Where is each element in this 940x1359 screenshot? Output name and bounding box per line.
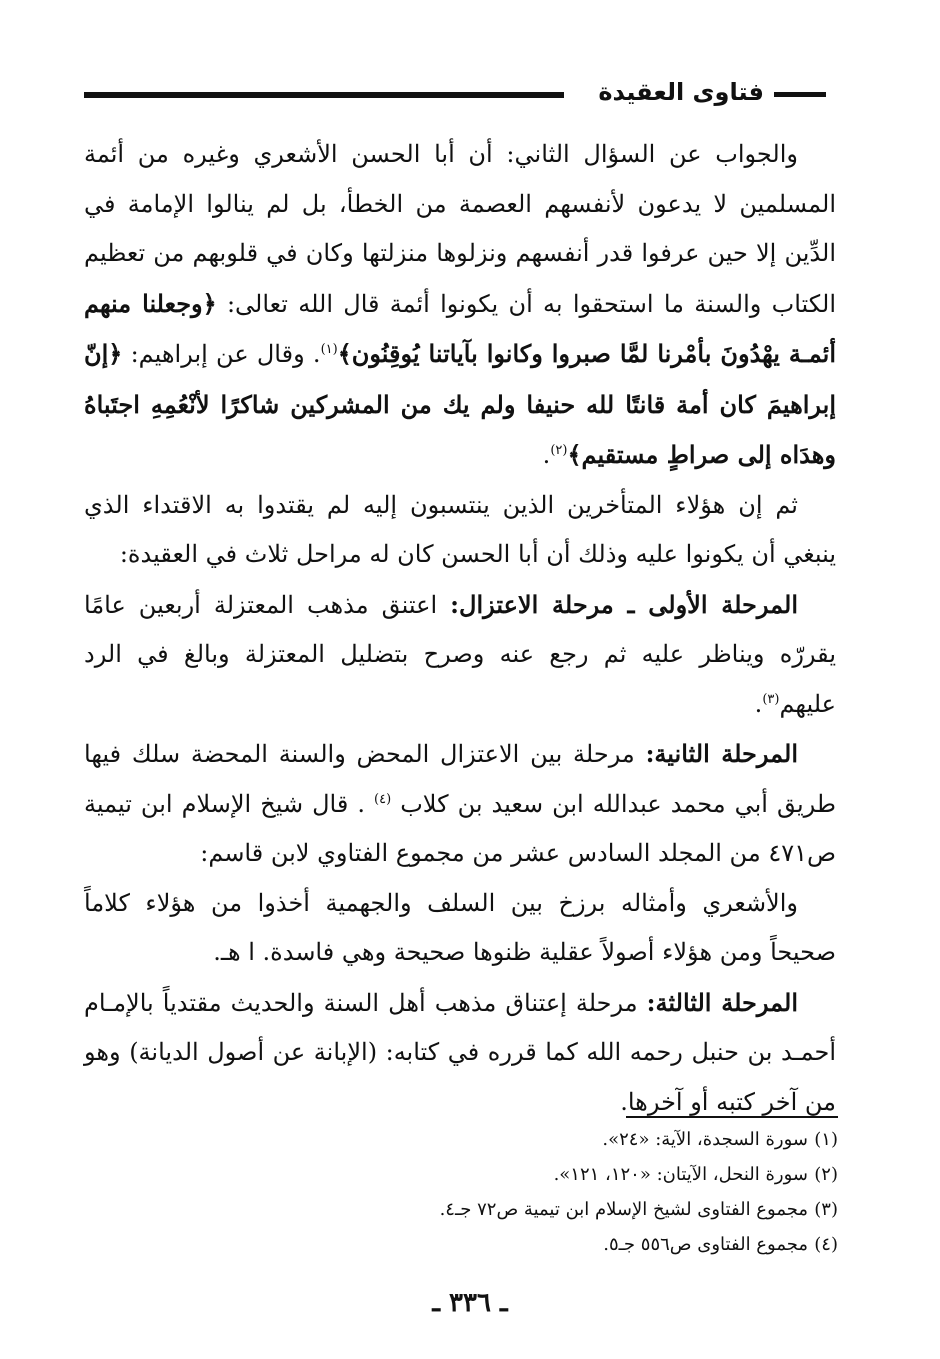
paragraph-text: . وقال عن إبراهيم: — [122, 340, 321, 368]
page-number: ـ ٣٣٦ ـ — [432, 1288, 508, 1318]
footnote-number: (١) — [814, 1129, 838, 1150]
header-rule-short — [774, 92, 826, 97]
footnote-text: مجموع الفتاوى ص٥٥٦ جـ٥. — [603, 1234, 808, 1255]
quran-verse: ﴿إنّ إبراهيمَ كان أمة قانتًا لله حنيفا ولم يك من المشركين شاكرًا لأنْعُمِهِ اجتَباهُ وهدَاه إلى صراطٍ مستقيم﴾ — [84, 339, 836, 469]
footnote-number: (٤) — [814, 1234, 838, 1255]
paragraph-text: والجواب عن السؤال الثاني: أن أبا الحسن الأشعري وغيره من أئمة المسلمين لا يدعون لأنفسهم العصمة من الخطأ، بل لم ينالوا الإمامة في الدِّين إلا حين عرفوا قدر أنفسهم ونزلوها منزلتها وكان في قلوبهم من تعظيم الكتاب والسنة ما استحقوا به أن يكونوا أئمة قال الله تعالى: — [84, 140, 836, 318]
paragraph-text: اعتنق مذهب المعتزلة أربعين عامًا يقررّه ويناظر عليه ثم رجع عنه وصرح بتضليل المعتزلة وبالغ في الرد عليهم — [84, 590, 836, 718]
footnote-text: مجموع الفتاوى لشيخ الإسلام ابن تيمية ص٧٢ جـ٤. — [439, 1199, 808, 1220]
footnotes — [178, 1122, 838, 1262]
header-rule-long — [84, 92, 564, 98]
stage-heading: المرحلة الثانية: — [645, 739, 798, 768]
footnote — [178, 1157, 838, 1192]
footnote — [178, 1122, 838, 1157]
paragraph-text: مرحلة إعتناق مذهب أهل السنة والحديث مقتدياً بالإمـام أحمـد بن حنبل رحمه الله كما قرره في كتابه: (الإبانة عن أصول الديانة) وهو من آخر كتبه أو آخرها. — [84, 988, 836, 1116]
footnote-ref: (١) — [320, 342, 338, 357]
stage-heading: المرحلة الأولى ـ مرحلة الاعتزال: — [450, 589, 798, 619]
header-title: فتاوى العقيدة — [598, 78, 764, 106]
quran-verse: ﴿وجعلنا منهم أئمـة يهْدُونَ بأمْرنا لمَّا صبروا وكانوا بآياتنا يُوقِنُون﴾ — [84, 288, 836, 368]
footnote-ref: (٢) — [550, 443, 568, 458]
paragraph-stage-one — [84, 580, 836, 730]
footnote-text: سورة النحل، الآيتان: «١٢٠، ١٢١». — [553, 1164, 808, 1185]
paragraph-stage-two — [84, 729, 836, 879]
paragraph-text: مرحلة بين الاعتزال المحض والسنة المحضة سلك فيها طريق أبي محمد عبدالله ابن سعيد بن كلاب — [84, 740, 836, 818]
footnote-text: سورة السجدة، الآية: «٢٤». — [602, 1129, 808, 1150]
footnote-ref: (٣) — [762, 691, 780, 707]
footnote — [178, 1227, 838, 1262]
paragraph-stage-three — [84, 978, 836, 1128]
paragraph-text: . — [542, 441, 551, 469]
paragraph-quote: والأشعري وأمثاله برزخ بين السلف والجهمية أخذوا من هؤلاء كلاماً صحيحاً ومن هؤلاء أصولاً عقلية ظنوها صحيحة وهي فاسدة. ا هـ. — [84, 888, 836, 966]
footnote-separator — [626, 1116, 838, 1118]
paragraph-text: . — [754, 689, 763, 718]
main-text — [84, 130, 836, 1127]
footnote-number: (٣) — [814, 1199, 838, 1220]
stage-heading: المرحلة الثالثة: — [646, 987, 798, 1017]
running-header — [84, 74, 826, 114]
paragraph-answer — [84, 130, 836, 481]
footnote-number: (٢) — [814, 1164, 838, 1185]
paragraph-stages-intro: ثم إن هؤلاء المتأخرين الذين ينتسبون إليه لم يقتدوا به الاقتداء الذي ينبغي أن يكونوا عليه وذلك أن أبا الحسن كان له مراحل ثلاث في العقيدة: — [84, 490, 836, 568]
footnote-ref: (٤) — [374, 791, 392, 807]
paragraph-text: . قال شيخ الإسلام ابن تيمية ص٤٧١ من المجلد السادس عشر من مجموع الفتاوي لابن قاسم: — [84, 789, 836, 867]
footnote — [178, 1192, 838, 1227]
